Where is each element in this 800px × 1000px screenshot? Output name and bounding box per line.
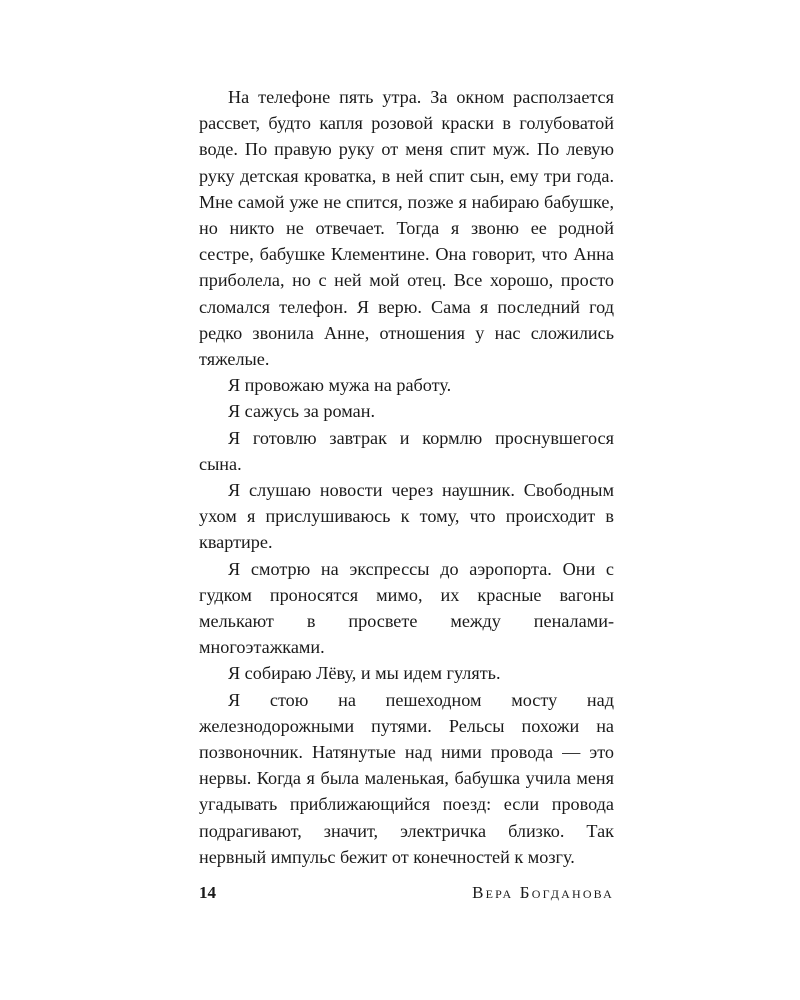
- running-head-author: Вера Богданова: [472, 883, 614, 902]
- paragraph: Я сажусь за роман.: [228, 401, 376, 422]
- paragraph: Я собираю Лёву, и мы идем гулять.: [228, 663, 501, 684]
- paragraph: Я провожаю мужа на работу.: [228, 375, 452, 396]
- body-text: [199, 84, 614, 870]
- page-footer: [199, 883, 614, 907]
- paragraph: Я готовлю завтрак и кормлю проснувшегося сына.: [199, 427, 614, 474]
- paragraph: Я смотрю на экспрессы до аэропорта. Они с гудком проносятся мимо, их красные вагоны мелькают в просвете между пеналами-многоэтажками.: [199, 558, 614, 658]
- paragraph: На телефоне пять утра. За окном расползается рассвет, будто капля розовой краски в голубоватой воде. По правую руку от меня спит муж. По левую руку детская кроватка, в ней спит сын, ему три года. Мне самой уже не спится, позже я набираю бабушке, но никто не отвечает. Тогда я звоню ее родной сестре, бабушке Клементине. Она говорит, что Анна приболела, но с ней мой отец. Все хорошо, просто сломался телефон. Я верю. Сама я последний год редко звонила Анне, отношения у нас сложились тяжелые.: [199, 87, 614, 370]
- paragraph: Я стою на пешеходном мосту над железнодорожными путями. Рельсы похожи на позвоночник. Натянутые над ними провода — это нервы. Когда я была маленькая, бабушка учила меня угадывать приближающийся поезд: если провода подрагивают, значит, электричка близко. Так нервный импульс бежит от конечностей к мозгу.: [199, 689, 614, 867]
- page-number: 14: [199, 883, 216, 902]
- paragraph: Я слушаю новости через наушник. Свободным ухом я прислушиваюсь к тому, что происходит в квартире.: [199, 480, 614, 553]
